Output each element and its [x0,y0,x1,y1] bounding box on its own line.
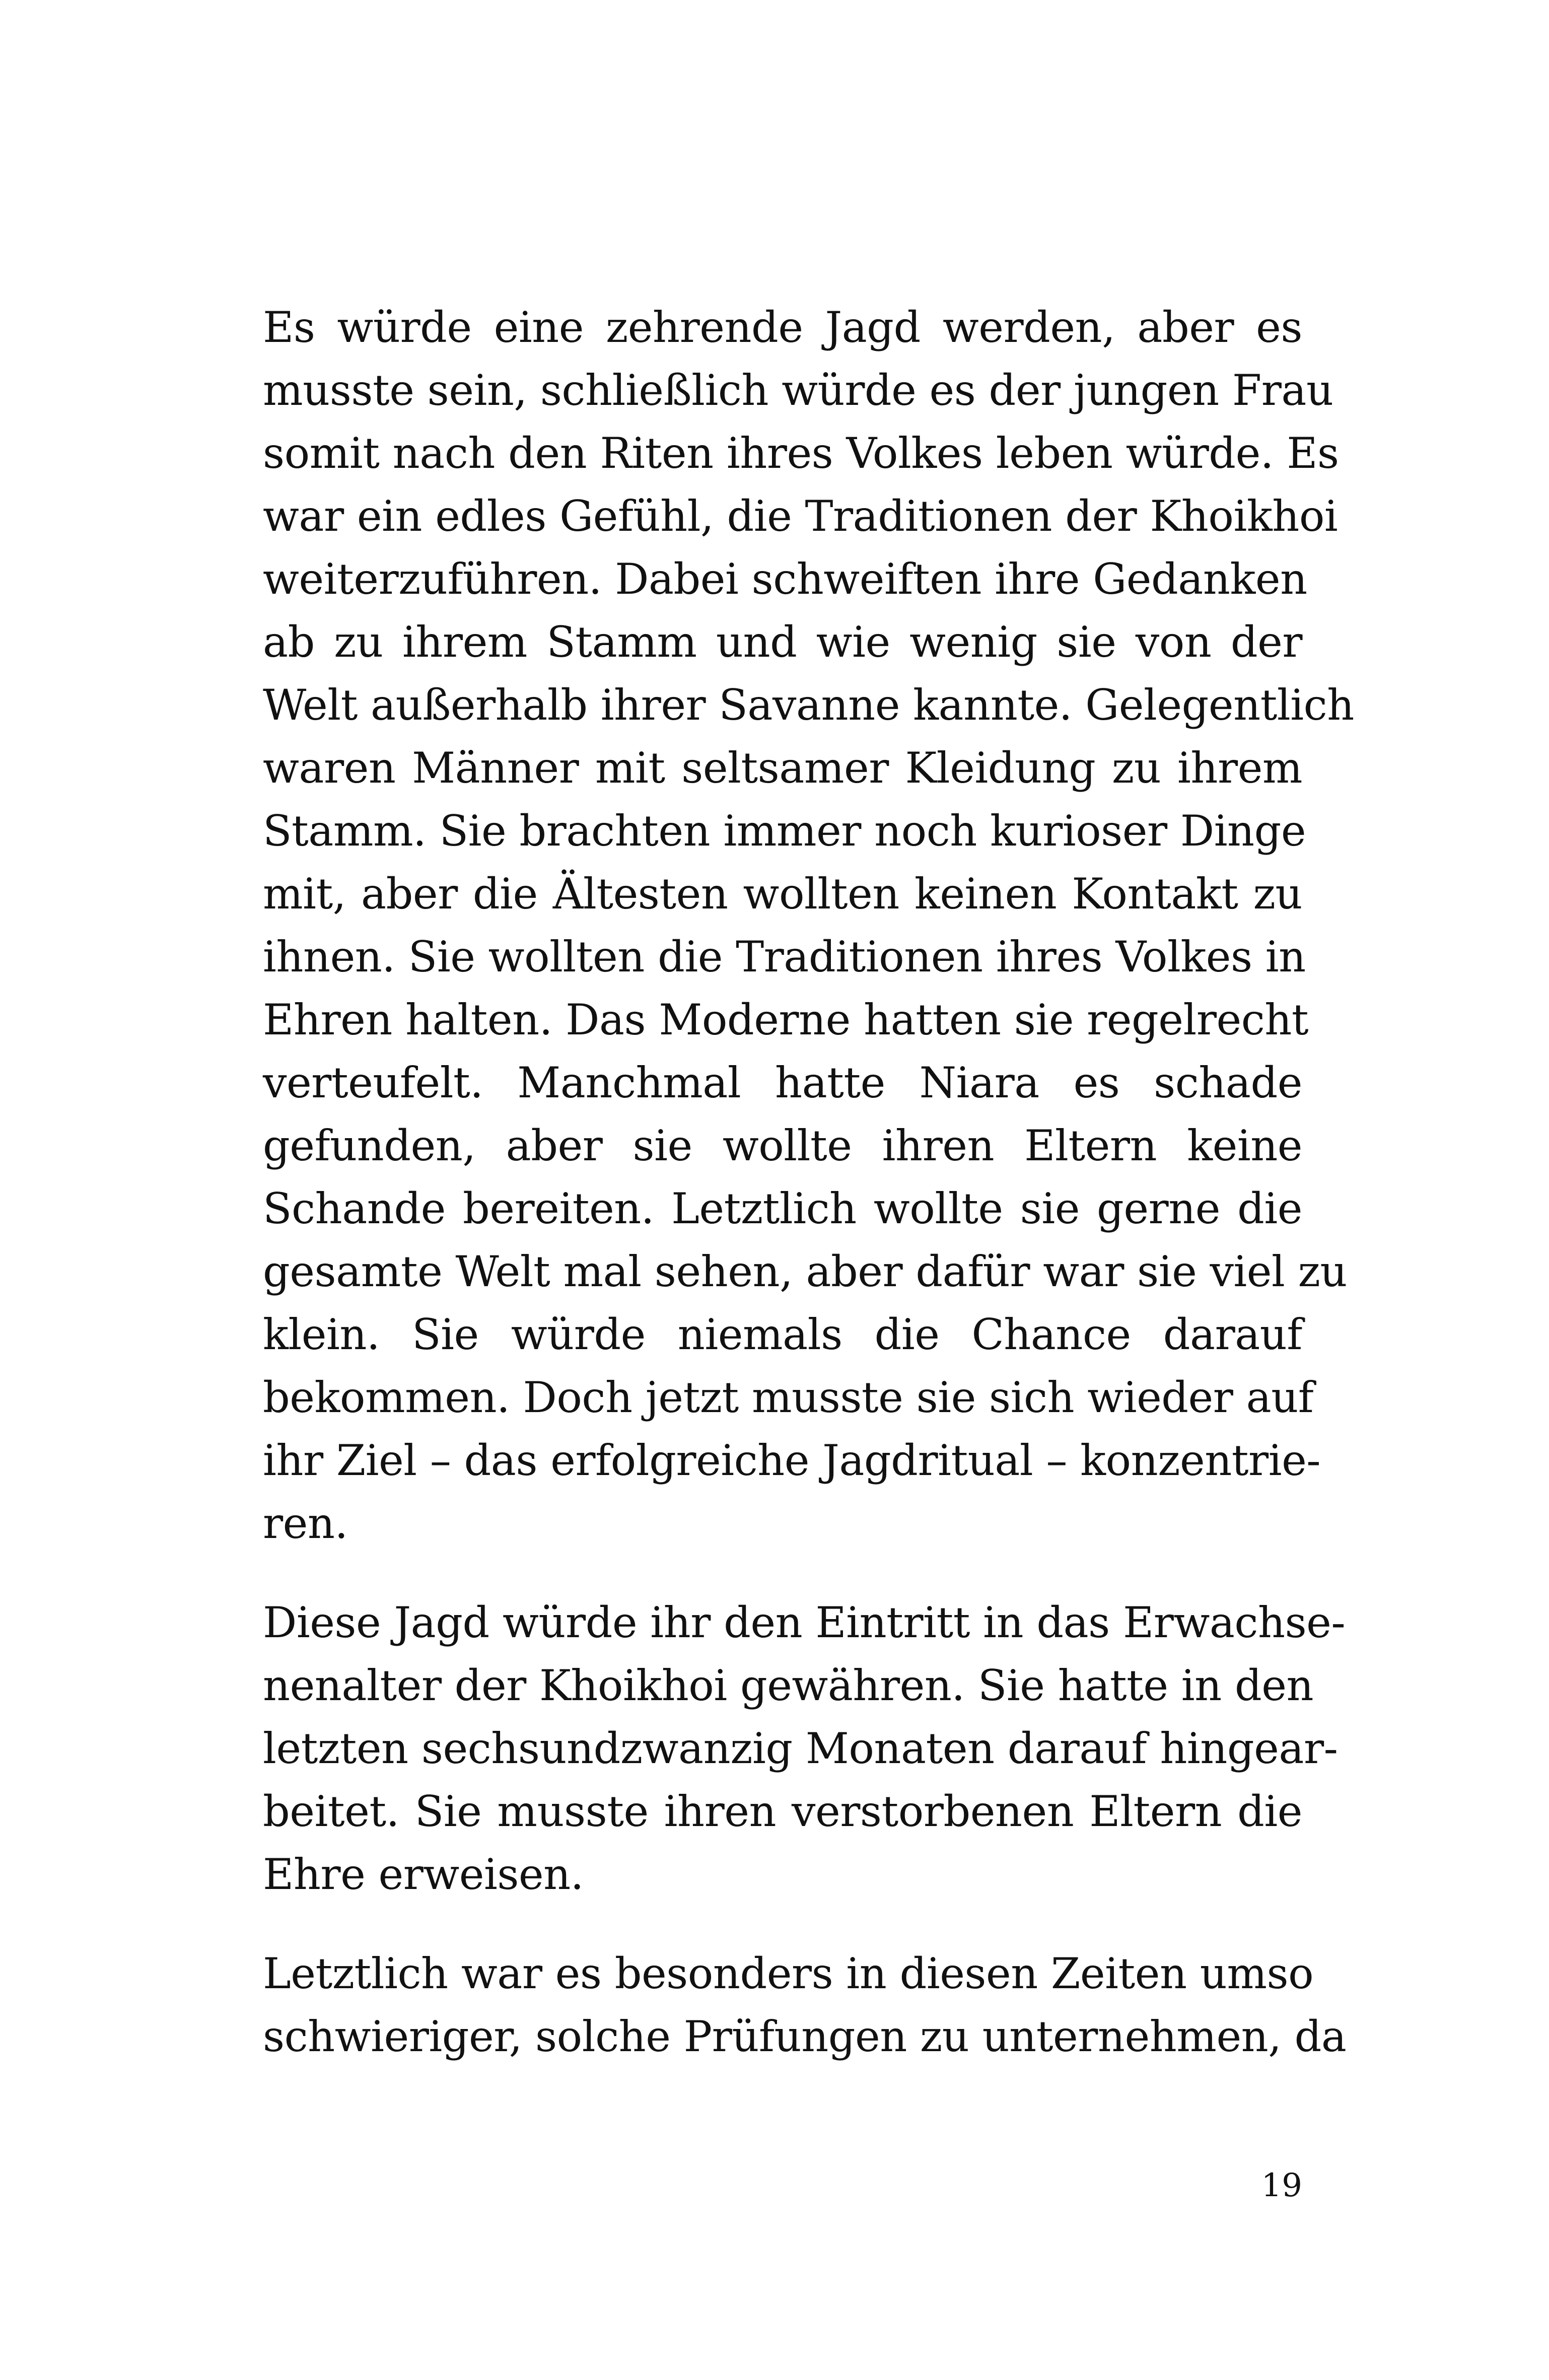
text-line: gesamte Welt mal sehen, aber dafür war sie viel zu [263,1247,1347,1296]
text-line: Diese Jagd würde ihr den Eintritt in das Erwachse- [263,1598,1346,1647]
page-number: 19 [1261,2167,1302,2204]
text-line: Ehren halten. Das Moderne hatten sie regelrecht [263,995,1309,1044]
text-line: ren. [263,1499,348,1548]
paragraph-3 [263,1942,1347,2068]
text-line: bekommen. Doch jetzt musste sie sich wieder auf [263,1373,1314,1422]
text-line: mit, aber die Ältesten wollten keinen Kontakt zu [263,869,1302,919]
text-line: Letztlich war es besonders in diesen Zeiten umso [263,1949,1314,1998]
text-line: Ehre erweisen. [263,1850,584,1899]
paragraph-2 [263,1591,1346,1906]
text-line: weiterzuführen. Dabei schweiften ihre Gedanken [263,554,1307,604]
text-line: somit nach den Riten ihres Volkes leben würde. Es [263,429,1339,478]
text-line: war ein edles Gefühl, die Traditionen der Khoikhoi [263,492,1338,541]
text-line: ihr Ziel – das erfolgreiche Jagdritual – konzentrie- [263,1436,1321,1485]
text-line: verteufelt. Manchmal hatte Niara es schade [263,1058,1302,1107]
text-line: ihnen. Sie wollten die Traditionen ihres Volkes in [263,932,1306,982]
text-line: gefunden, aber sie wollte ihren Eltern keine [263,1121,1302,1170]
text-line: nenalter der Khoikhoi gewähren. Sie hatte in den [263,1661,1314,1710]
text-line: Welt außerhalb ihrer Savanne kannte. Gelegentlich [263,680,1354,730]
body-text [263,296,1354,2068]
text-line: ab zu ihrem Stamm und wie wenig sie von der [263,617,1302,667]
text-line: musste sein, schließlich würde es der jungen Frau [263,366,1333,415]
text-line: beitet. Sie musste ihren verstorbenen Eltern die [263,1787,1302,1836]
text-line: Es würde eine zehrende Jagd werden, aber es [263,303,1302,352]
paragraph-1 [263,296,1354,1555]
text-line: Stamm. Sie brachten immer noch kurioser Dinge [263,806,1306,856]
text-line: letzten sechsundzwanzig Monaten darauf hingear- [263,1724,1338,1773]
text-line: Schande bereiten. Letztlich wollte sie gerne die [263,1184,1302,1233]
text-line: schwieriger, solche Prüfungen zu unternehmen, da [263,2012,1347,2061]
text-line: klein. Sie würde niemals die Chance darauf [263,1310,1302,1359]
text-line: waren Männer mit seltsamer Kleidung zu ihrem [263,743,1302,793]
